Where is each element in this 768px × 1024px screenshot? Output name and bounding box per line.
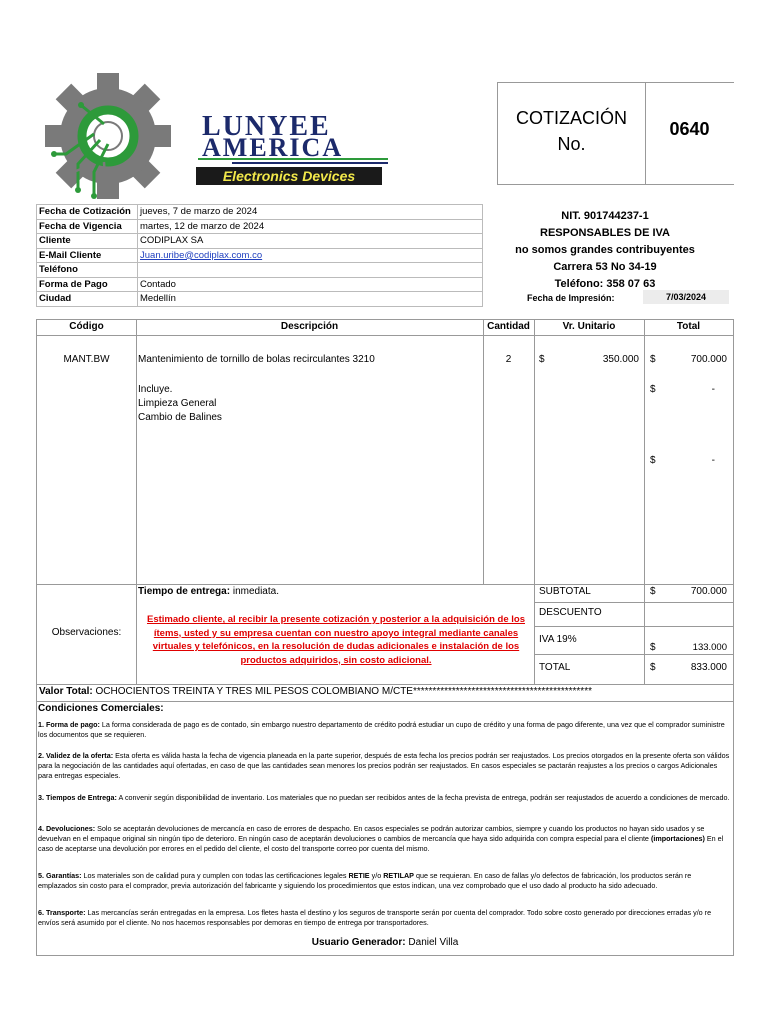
subtotal-currency: $ — [650, 586, 656, 597]
conditions-title: Condiciones Comerciales: — [38, 703, 164, 714]
header-cantidad: Cantidad — [487, 321, 530, 332]
header-descripcion: Descripción — [280, 321, 339, 332]
extra-total-dash: - — [711, 384, 715, 395]
info-row-fecha-vigencia: Fecha de Vigencia martes, 12 de marzo de 2024 — [37, 219, 483, 234]
info-row-telefono: Teléfono — [37, 263, 483, 278]
quote-number-box — [497, 82, 734, 185]
extra-total-dash: - — [711, 455, 715, 466]
client-email-link[interactable]: Juan.uribe@codiplax.com.co — [140, 249, 263, 261]
condition-payment: 1. Forma de pago: La forma considerada de pago es de contado, sin embargo nuestro departamento de crédito podrá estudiar un cupo de crédito y una forma de pago diferente, una vez que el comprador suministre los documentos que se requieren. — [38, 720, 725, 739]
generator-user: Usuario Generador: Daniel Villa — [311, 937, 459, 948]
items-table — [36, 319, 734, 685]
header-codigo: Código — [69, 321, 104, 332]
item-description: Mantenimiento de tornillo de bolas recirculantes 3210 — [138, 354, 375, 365]
company-contrib: no somos grandes contribuyentes — [515, 244, 695, 256]
info-row-email: E-Mail Cliente Juan.uribe@codiplax.com.co — [37, 248, 483, 263]
valor-total-label: Valor Total: — [39, 686, 93, 697]
subtotal-value: 700.000 — [690, 586, 727, 597]
subtotal-label: SUBTOTAL — [539, 586, 591, 597]
observaciones-label: Observaciones: — [51, 627, 122, 638]
discount-label: DESCUENTO — [539, 607, 602, 618]
info-row-forma-pago: Forma de Pago Contado — [37, 277, 483, 292]
item-total: 700.000 — [690, 354, 727, 365]
company-address: Carrera 53 No 34-19 — [553, 261, 657, 273]
brand-tagline: Electronics Devices — [222, 168, 356, 184]
quote-info-table — [36, 204, 483, 307]
condition-validity: 2. Validez de la oferta: Esta oferta es válida hasta la fecha de vigencia planeada en la parte superior, después de esta fecha los precios podrán ser reajustados. Los precios otorgados en la presente oferta son válidos para la negociación de las cantidades aquí ofertadas, en caso de que las cantidades sean menores los precios podrán ser reajustados. En casos especiales se pactarán reajustes a los precios o cargos Adicionales para entregas especiales. — [38, 751, 730, 780]
iva-currency: $ — [650, 642, 656, 653]
gear-icon — [45, 73, 171, 199]
item-unit-currency: $ — [539, 354, 545, 365]
company-iva: RESPONSABLES DE IVA — [540, 227, 670, 239]
extra-currency: $ — [650, 455, 656, 466]
company-nit: NIT. 901744237-1 — [561, 210, 649, 222]
condition-delivery: 3. Tiempos de Entrega: A convenir según disponibilidad de inventario. Los materiales que no puedan ser recibidos antes de la fecha prevista de entrega, podrán ser reajustados de acuerdo a condiciones de mercado. — [38, 793, 730, 802]
company-phone: Teléfono: 358 07 63 — [554, 278, 656, 290]
info-row-fecha-cotizacion: Fecha de Cotización jueves, 7 de marzo de 2024 — [37, 205, 483, 220]
header-total: Total — [676, 321, 701, 332]
includes-item: Cambio de Balines — [138, 412, 222, 423]
valor-total-text: OCHOCIENTOS TREINTA Y TRES MIL PESOS COLOMBIANO M/CTE********************************************** — [92, 686, 592, 697]
total-label: TOTAL — [539, 662, 571, 673]
total-currency: $ — [650, 662, 656, 673]
info-row-ciudad: Ciudad Medellín — [37, 292, 483, 307]
condition-returns: 4. Devoluciones: Solo se aceptarán devoluciones de mercancía en caso de errores de despacho. En casos especiales se podrán autorizar cambios, siempre y cuando los productos no hayan sido usados y se devuelvan en el empaque original sin ningún tipo de deterioro. En ningún caso de aceptarán devoluciones o cambios de mercancía que haya sido adquirida con compra especial para el cliente (importaciones) En el caso de aceptarse una devolución por errores en el pedido del cliente, el costo del transporte correo por cuenta del mismo. — [38, 824, 724, 853]
quote-number: 0640 — [669, 119, 710, 139]
extra-currency: $ — [650, 384, 656, 395]
quote-title: COTIZACIÓN No. — [516, 108, 627, 154]
print-date-label: Fecha de Impresión: — [527, 293, 615, 303]
print-date-value: 7/03/2024 — [643, 290, 729, 304]
condition-warranty: 5. Garantías: Los materiales son de calidad pura y cumplen con todas las certificaciones legales RETIE y/o RETILAP que se requieran. En caso de fallas y/o defectos de fabricación, los productos serán re emplazados sin costo para el comprador, previa autorización del fabricante y siguiendo los procedimientos que estos indican, una vez comprobado que el uso dado al producto ha sido adecuado. — [38, 871, 692, 890]
header-vr-unitario: Vr. Unitario — [562, 321, 616, 332]
includes-title: Incluye. — [138, 384, 173, 395]
info-row-cliente: Cliente CODIPLAX SA — [37, 234, 483, 249]
client-notice: Estimado cliente, al recibir la presente cotización y posterior a la adquisición de los ítems, usted y su empresa cuentan con nuestro apoyo integral mediante canales virtuales y telefónicos, en la resolución de dudas adicionales e instalación de los productos adquiridos, sin costo adicional. — [146, 614, 525, 666]
iva-value: 133.000 — [692, 642, 727, 653]
item-unit-price: 350.000 — [602, 354, 639, 365]
condition-transport: 6. Transporte: Las mercancías serán entregadas en la empresa. Los fletes hasta el destino y los seguros de transporte serán por cuenta del comprador. Todo sobre costo generado por direcciones erradas y/o re envíos será asumido por el cliente. No nos hacemos responsables por demoras en tiempo de entrega por transportadores. — [38, 908, 712, 927]
valor-total-row — [36, 683, 734, 702]
company-logo — [42, 72, 392, 200]
item-quantity: 2 — [505, 354, 512, 365]
brand-line2: AMERICA — [202, 133, 344, 162]
delivery-time: Tiempo de entrega: inmediata. — [138, 586, 279, 597]
item-total-currency: $ — [650, 354, 656, 365]
includes-item: Limpieza General — [138, 398, 217, 409]
item-code: MANT.BW — [63, 354, 110, 365]
company-details — [497, 208, 713, 293]
conditions-section — [36, 701, 734, 956]
iva-label: IVA 19% — [539, 634, 577, 645]
total-value: 833.000 — [690, 662, 727, 673]
brand-line1: LUNYEE — [202, 111, 331, 142]
